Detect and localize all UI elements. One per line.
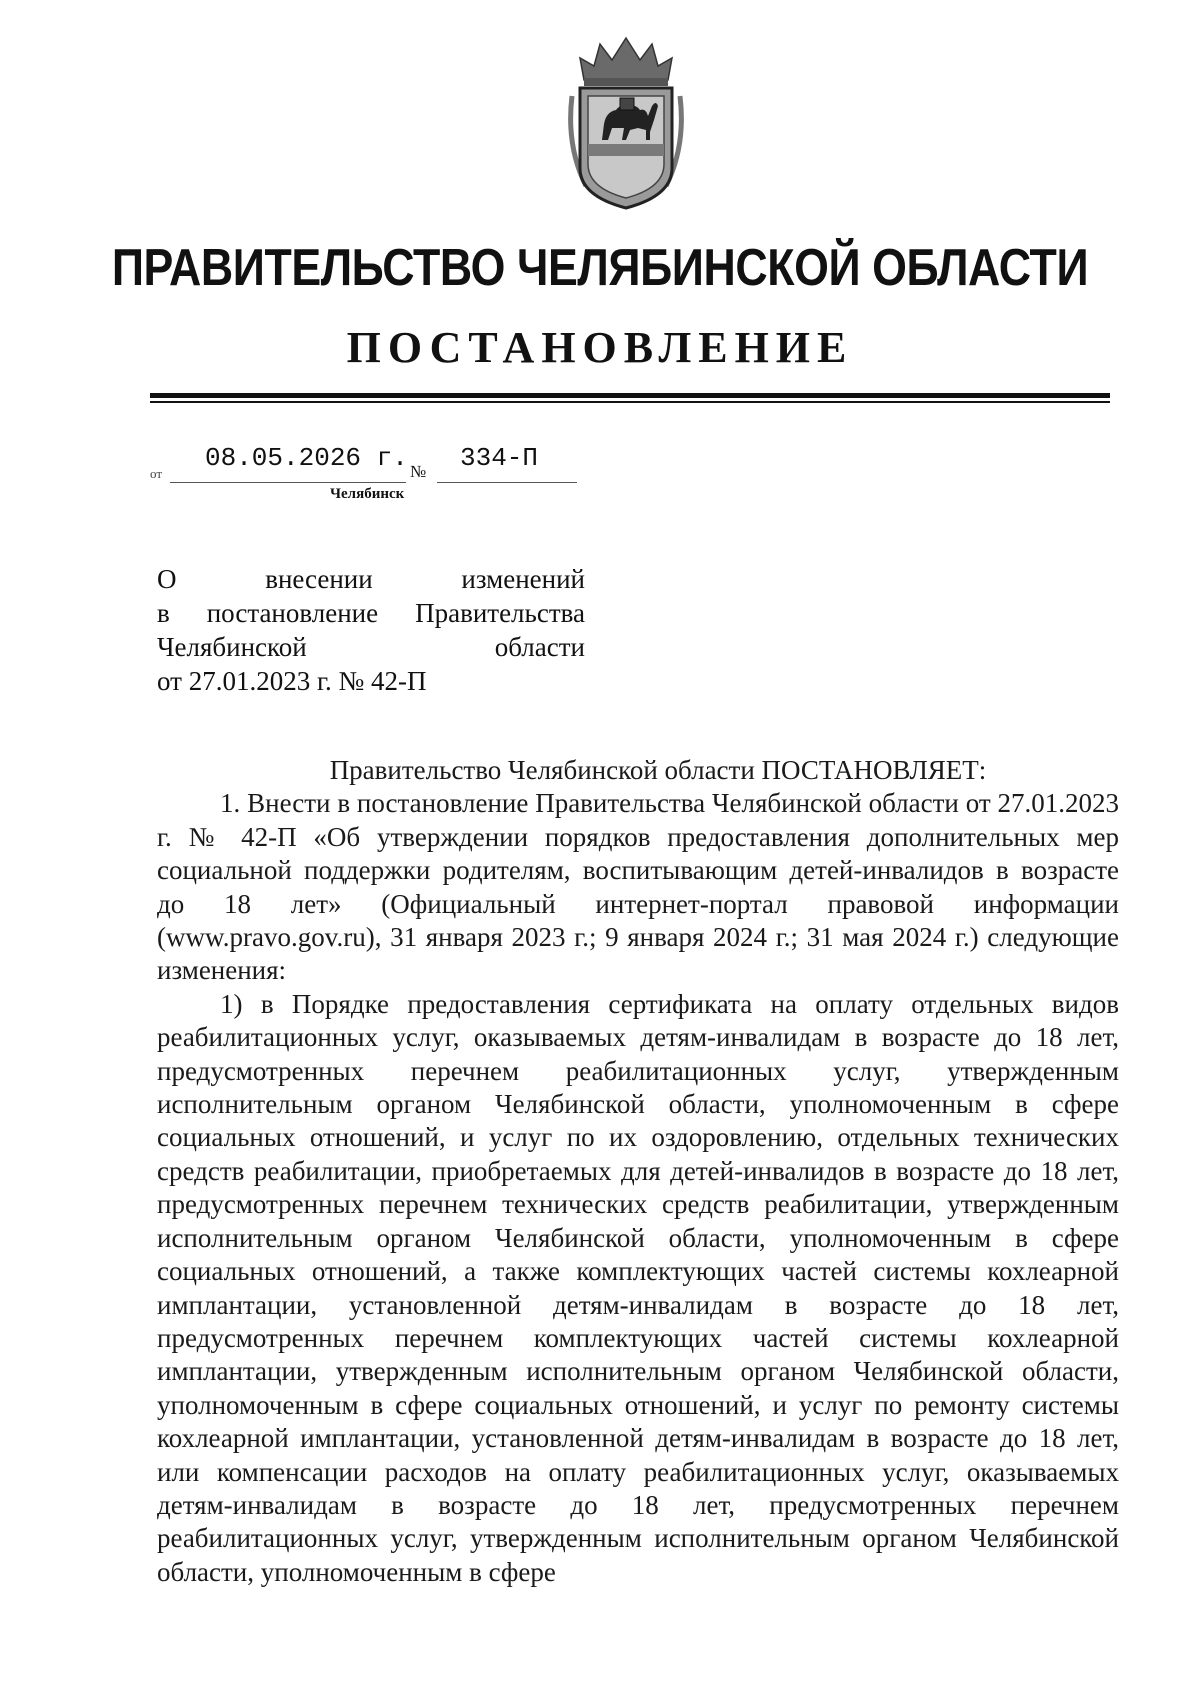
subject-line: от 27.01.2023 г. № 42-П: [157, 666, 427, 696]
document-subject: [157, 562, 585, 698]
body-paragraph: 1. Внести в постановление Правительства Челябинской области от 27.01.2023 г. № 42-П «Об утверждении порядков предоставления дополнительных мер социальной поддержки родителям, воспитывающим детей-инвалидов в возрасте до 18 лет» (Официальный интернет-портал правовой информации (www.pravo.gov.ru), 31 января 2023 г.; 9 января 2024 г.; 31 мая 2024 г.) следующие изменения:: [157, 788, 1119, 986]
subject-line: в постановление Правительства: [157, 598, 585, 628]
date-label: от: [150, 466, 163, 481]
header-rule-thin: [150, 401, 1110, 403]
body-paragraph: 1) в Порядке предоставления сертификата на оплату отдельных видов реабилитационных услуг, оказываемых детям-инвалидам в возрасте до 18 лет, предусмотренных перечнем реабилитационных услуг, утвержденным исполнительным органом Челябинской области, уполномоченным в сфере социальных отношений, и услуг по их оздоровлению, отдельных технических средств реабилитации, приобретаемых для детей-инвалидов в возрасте до 18 лет, предусмотренных перечнем технических средств реабилитации, утвержденным исполнительным органом Челябинской области, уполномоченным в сфере социальных отношений, а также комплектующих частей системы кохлеарной имплантации, установленной детям-инвалидам в возрасте до 18 лет, предусмотренных перечнем комплектующих частей системы кохлеарной имплантации, утвержденным исполнительным органом Челябинской области, уполномоченным в сфере социальных отношений, и услуг по ремонту системы кохлеарной имплантации, установленной детям-инвалидам в возрасте до 18 лет, или компенсации расходов на оплату реабилитационных услуг, оказываемых детям-инвалидам в возрасте до 18 лет, предусмотренных перечнем реабилитационных услуг, утвержденным исполнительным органом Челябинской области, уполномоченным в сфере: [157, 988, 1119, 1587]
subject-line: Челябинской области: [157, 632, 585, 662]
date-underline: [170, 482, 406, 483]
number-label: №: [410, 462, 427, 481]
organization-title: ПРАВИТЕЛЬСТВО ЧЕЛЯБИНСКОЙ ОБЛАСТИ: [111, 239, 1089, 297]
document-type-heading: ПОСТАНОВЛЕНИЕ: [346, 323, 854, 372]
document-number: 334-П: [460, 443, 539, 473]
chelyabinsk-coat-of-arms-icon: [566, 36, 686, 212]
document-body: [157, 754, 1119, 1589]
header-rule-thick: [150, 393, 1110, 398]
subject-line: О внесении изменений: [157, 564, 585, 594]
city-name: Челябинск: [330, 486, 405, 502]
resolution-intro: Правительство Челябинской области ПОСТАНОВЛЯЕТ:: [329, 755, 987, 785]
number-underline: [437, 482, 577, 483]
document-date: 08.05.2026 г.: [205, 443, 408, 473]
